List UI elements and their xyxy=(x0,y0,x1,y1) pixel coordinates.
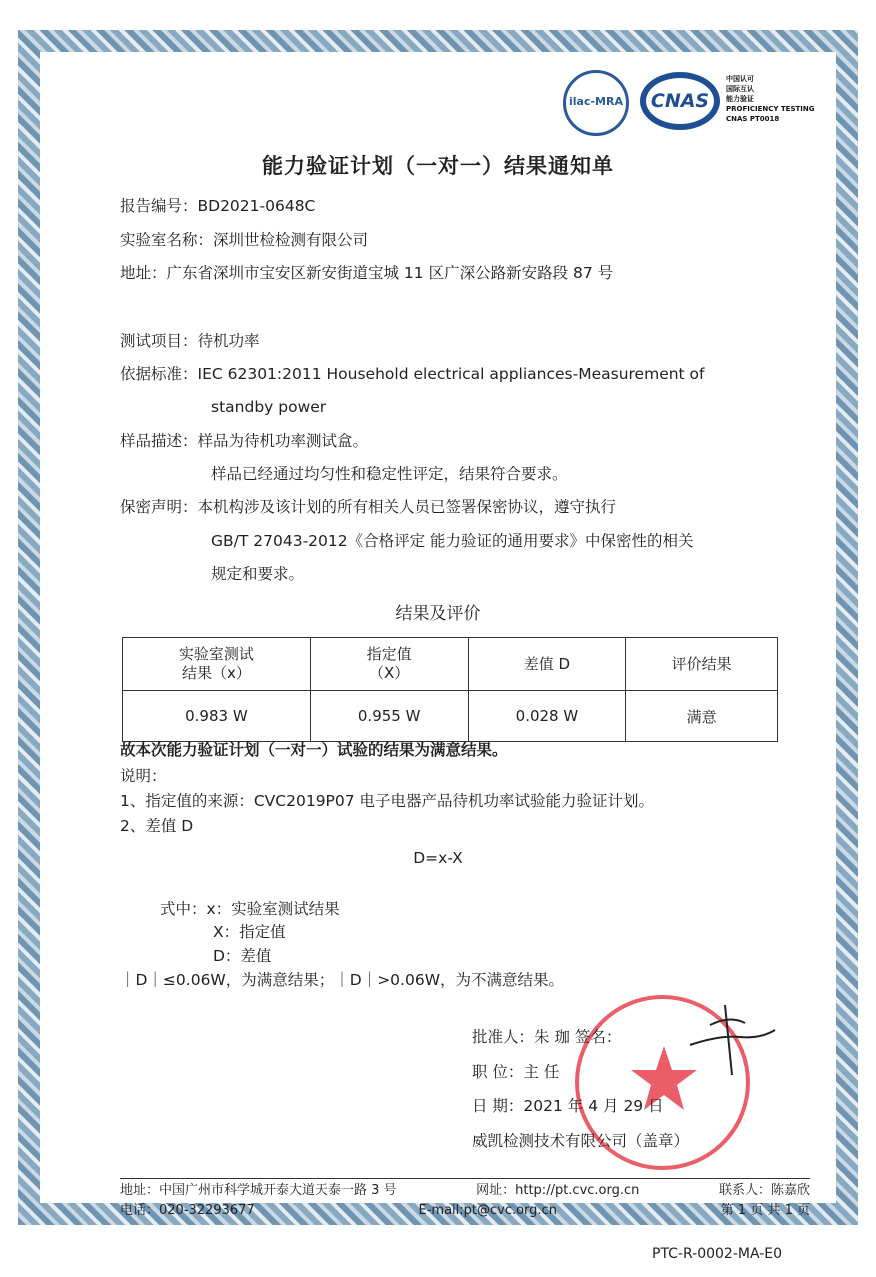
cell-evaluation: 满意 xyxy=(626,691,778,742)
table-header-row xyxy=(123,638,778,691)
notes-label: 说明： xyxy=(120,767,167,785)
issuing-company: 威凯检测技术有限公司（盖章） xyxy=(472,1132,690,1150)
footer-email[interactable]: E-mail:pt@cvc.org.cn xyxy=(418,1203,557,1218)
test-item: 测试项目：待机功率 xyxy=(120,332,260,350)
lab-name: 实验室名称：深圳世检检测有限公司 xyxy=(120,231,369,249)
footer-phone: 电话：020-32293677 xyxy=(120,1203,255,1218)
formula-where-D: D：差值 xyxy=(213,947,272,965)
cell-lab-result: 0.983 W xyxy=(123,691,311,742)
confidentiality-3: 规定和要求。 xyxy=(211,565,305,583)
lab-address: 地址：广东省深圳市宝安区新安街道宝城 11 区广深公路新安路段 87 号 xyxy=(120,264,614,282)
header-evaluation: 评价结果 xyxy=(626,638,778,691)
signature xyxy=(670,995,780,1085)
document-title: 能力验证计划（一对一）结果通知单 xyxy=(262,154,614,178)
standard-line-1: 依据标准：IEC 62301:2011 Household electrical appliances-Measurement of xyxy=(120,365,705,383)
formula-where-X: X：指定值 xyxy=(213,923,286,941)
sign-date: 日 期：2021 年 4 月 29 日 xyxy=(472,1097,664,1115)
cnas-logo: CNAS xyxy=(640,72,720,130)
formula-where-x: 式中：x：实验室测试结果 xyxy=(160,900,340,918)
approver: 批准人：朱 珈 签名： xyxy=(472,1028,622,1046)
footer-contact: 联系人：陈嘉欣 xyxy=(718,1183,810,1198)
results-table xyxy=(122,637,778,742)
header-difference: 差值 D xyxy=(468,638,626,691)
cell-difference: 0.028 W xyxy=(468,691,626,742)
footer-website[interactable]: 网址：http://pt.cvc.org.cn xyxy=(476,1183,640,1198)
formula: D=x-X xyxy=(413,849,463,867)
ilac-mra-logo: ilac-MRA xyxy=(563,70,629,136)
header-assigned-value: 指定值 （X） xyxy=(310,638,468,691)
footer-address: 地址：中国广州市科学城开泰大道天泰一路 3 号 xyxy=(120,1183,397,1198)
cell-assigned-value: 0.955 W xyxy=(310,691,468,742)
table-row xyxy=(123,691,778,742)
note-1: 1、指定值的来源：CVC2019P07 电子电器产品待机功率试验能力验证计划。 xyxy=(120,792,655,810)
position: 职 位：主 任 xyxy=(472,1063,560,1081)
standard-line-2: standby power xyxy=(211,398,327,416)
footer-row-1 xyxy=(120,1182,810,1200)
sample-description-1: 样品描述：样品为待机功率测试盒。 xyxy=(120,432,369,450)
header-lab-result: 实验室测试 结果（x） xyxy=(123,638,311,691)
cnas-line: PROFICIENCY TESTING xyxy=(726,105,815,113)
cnas-line: CNAS PT0018 xyxy=(726,115,780,123)
footer-page: 第 1 页 共 1 页 xyxy=(720,1203,810,1218)
confidentiality-1: 保密声明：本机构涉及该计划的所有相关人员已签署保密协议，遵守执行 xyxy=(120,498,617,516)
conclusion: 故本次能力验证计划（一对一）试验的结果为满意结果。 xyxy=(120,741,508,759)
criteria: ｜D｜≤0.06W，为满意结果；｜D｜>0.06W，为不满意结果。 xyxy=(120,971,565,989)
results-heading: 结果及评价 xyxy=(395,604,481,624)
document-code: PTC-R-0002-MA-E0 xyxy=(652,1246,783,1262)
note-2: 2、差值 D xyxy=(120,817,194,835)
report-number: 报告编号：BD2021-0648C xyxy=(120,197,316,215)
cnas-line: 能力验证 xyxy=(726,95,754,103)
footer-divider xyxy=(120,1178,810,1179)
cnas-line: 国际互认 xyxy=(726,85,754,93)
footer-row-2 xyxy=(120,1202,810,1220)
sample-description-2: 样品已经通过均匀性和稳定性评定，结果符合要求。 xyxy=(211,465,568,483)
cnas-line: 中国认可 xyxy=(726,75,754,83)
confidentiality-2: GB/T 27043-2012《合格评定 能力验证的通用要求》中保密性的相关 xyxy=(211,532,694,550)
cnas-accreditation-text xyxy=(726,74,814,124)
